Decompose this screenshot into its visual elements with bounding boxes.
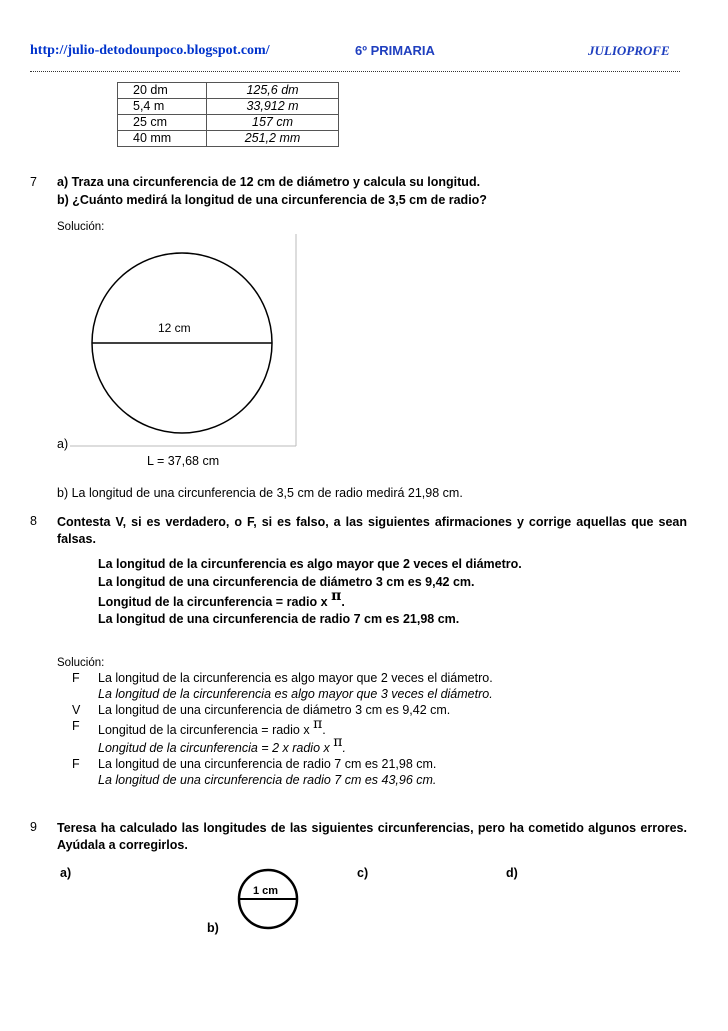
q7-result: L = 37,68 cm [147, 454, 220, 468]
q9-label-a: a) [60, 866, 72, 880]
q8-statement-3: Longitud de la circunferencia = radio x π. [98, 588, 345, 609]
answer-mark: F [72, 719, 80, 733]
diameter-label: 12 cm [158, 321, 191, 335]
q9-label-b: b) [207, 921, 219, 935]
pi-symbol: π [333, 734, 343, 750]
table-row: 40 mm 251,2 mm [118, 131, 339, 147]
pi-symbol: π [313, 716, 323, 732]
measurement-table [117, 82, 339, 147]
table-row: 5,4 m 33,912 m [118, 99, 339, 115]
q7-solution-label: Solución: [57, 221, 105, 233]
q8-statement-1: La longitud de la circunferencia es algo mayor que 2 veces el diámetro. [98, 557, 522, 571]
q9-prompt: Teresa ha calculado las longitudes de las siguientes circunferencias, pero ha cometido algunos errores. Ayúdala a corregirlos. [57, 821, 687, 852]
q9-number: 9 [30, 820, 37, 834]
table-row: 20 dm 125,6 dm [118, 83, 339, 99]
q8-statement-2: La longitud de una circunferencia de diámetro 3 cm es 9,42 cm. [98, 575, 475, 589]
q8-number: 8 [30, 514, 37, 528]
q7-a-label: a) [57, 437, 69, 451]
answer-mark: V [72, 703, 81, 717]
header-link[interactable]: http://julio-detodounpoco.blogspot.com/ [30, 43, 270, 58]
q9-label-c: c) [357, 866, 369, 880]
q8-statement-4: La longitud de una circunferencia de radio 7 cm es 21,98 cm. [98, 612, 460, 626]
answer-mark: F [72, 671, 80, 685]
circle-label: 1 cm [253, 885, 279, 897]
q7-b-answer: b) La longitud de una circunferencia de 3,5 cm de radio medirá 21,98 cm. [57, 486, 463, 500]
table-row: 25 cm 157 cm [118, 115, 339, 131]
answer-correction: La longitud de una circunferencia de radio 7 cm es 43,96 cm. [98, 773, 437, 787]
q8-solution-label: Solución: [57, 657, 105, 669]
q7-number: 7 [30, 175, 37, 189]
header-divider [30, 57, 680, 72]
small-circle-drawing [228, 865, 306, 933]
q8-prompt: Contesta V, si es verdadero, o F, si es falso, a las siguientes afirmaciones y corrige aquellas que sean falsas. [57, 515, 687, 546]
q7-part-a: a) Traza una circunferencia de 12 cm de diámetro y calcula su longitud. [57, 175, 481, 189]
answer-mark: F [72, 757, 80, 771]
answer-text: La longitud de una circunferencia de radio 7 cm es 21,98 cm. [98, 757, 437, 771]
answer-text: Longitud de la circunferencia = radio x π. [98, 716, 326, 737]
pi-symbol: π [331, 588, 342, 604]
q9-label-d: d) [506, 866, 518, 880]
q7-part-b: b) ¿Cuánto medirá la longitud de una circunferencia de 3,5 cm de radio? [57, 193, 487, 207]
circle-drawing [60, 230, 300, 450]
header-author: JULIOPROFE [588, 43, 670, 58]
answer-text: La longitud de una circunferencia de diámetro 3 cm es 9,42 cm. [98, 703, 451, 717]
answer-correction: La longitud de la circunferencia es algo mayor que 3 veces el diámetro. [98, 687, 493, 701]
header-grade: 6º PRIMARIA [355, 43, 435, 58]
answer-correction: Longitud de la circunferencia = 2 x radio x π. [98, 734, 346, 755]
answer-text: La longitud de la circunferencia es algo mayor que 2 veces el diámetro. [98, 671, 493, 685]
